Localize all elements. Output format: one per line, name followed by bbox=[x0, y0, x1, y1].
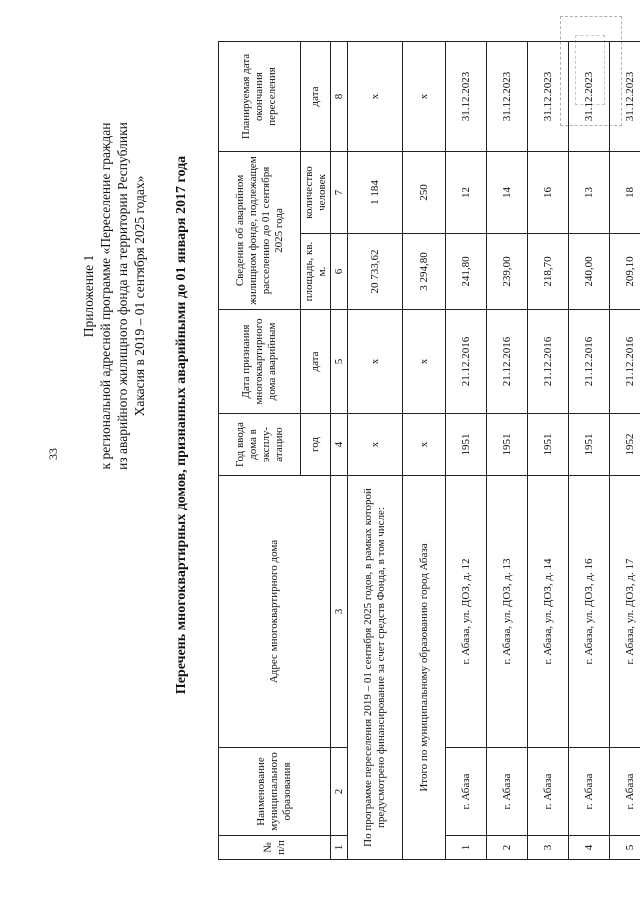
subtotal-date: х bbox=[403, 310, 446, 414]
row-year: 1951 bbox=[569, 414, 610, 476]
page-number: 33 bbox=[46, 448, 60, 460]
row-area: 218,70 bbox=[528, 234, 569, 310]
row-date: 21.12.2016 bbox=[446, 310, 487, 414]
appendix-line-4: Хакасия в 2019 – 01 сентября 2025 годах» bbox=[132, 175, 147, 417]
table-row bbox=[528, 41, 569, 859]
row-municipality: г. Абаза bbox=[528, 748, 569, 836]
row-people: 14 bbox=[487, 151, 528, 233]
row-end-date: 31.12.2023 bbox=[569, 41, 610, 151]
program-total-date: х bbox=[348, 310, 403, 414]
row-number: 2 bbox=[487, 836, 528, 860]
row-area: 241,80 bbox=[446, 234, 487, 310]
row-people: 13 bbox=[569, 151, 610, 233]
column-number: 6 bbox=[331, 234, 348, 310]
row-people: 16 bbox=[528, 151, 569, 233]
row-end-date: 31.12.2023 bbox=[610, 41, 640, 151]
header-row bbox=[219, 41, 301, 859]
subheader-date: дата bbox=[301, 310, 331, 414]
rotated-landscape-sheet bbox=[20, 20, 636, 880]
row-date: 21.12.2016 bbox=[528, 310, 569, 414]
program-total-year: х bbox=[348, 414, 403, 476]
subtotal-people: 250 bbox=[403, 151, 446, 233]
row-area: 240,00 bbox=[569, 234, 610, 310]
row-municipality: г. Абаза bbox=[610, 748, 640, 836]
table-row bbox=[569, 41, 610, 859]
column-number: 8 bbox=[331, 41, 348, 151]
header-municipality: Наименование муниципального образования bbox=[219, 748, 331, 836]
program-total-people: 1 184 bbox=[348, 151, 403, 233]
header-address: Адрес многоквартирного дома bbox=[219, 476, 331, 748]
column-number: 5 bbox=[331, 310, 348, 414]
table-row bbox=[610, 41, 640, 859]
row-year: 1952 bbox=[610, 414, 640, 476]
header-recognition-group: Дата признания многоквартирного дома аварийным bbox=[219, 310, 301, 414]
row-year: 1951 bbox=[528, 414, 569, 476]
row-end-date: 31.12.2023 bbox=[528, 41, 569, 151]
header-num: № п/п bbox=[219, 836, 331, 860]
program-total-label: По программе переселения 2019 – 01 сентября 2025 годов, в рамках которой предусмотрено финансирование за счет средств Фонда, в том числе: bbox=[348, 476, 403, 860]
column-number-row bbox=[331, 41, 348, 859]
row-end-date: 31.12.2023 bbox=[446, 41, 487, 151]
row-end-date: 31.12.2023 bbox=[487, 41, 528, 151]
subtotal-year: х bbox=[403, 414, 446, 476]
row-people: 18 bbox=[610, 151, 640, 233]
municipality-subtotal-row bbox=[403, 41, 446, 859]
appendix-line-3: из аварийного жилищного фонда на территории Республики bbox=[115, 122, 130, 470]
row-address: г. Абаза, ул. ДОЗ, д. 14 bbox=[528, 476, 569, 748]
appendix-line-1: Приложение 1 bbox=[81, 254, 96, 338]
row-address: г. Абаза, ул. ДОЗ, д. 13 bbox=[487, 476, 528, 748]
row-number: 5 bbox=[610, 836, 640, 860]
table-row bbox=[446, 41, 487, 859]
row-address: г. Абаза, ул. ДОЗ, д. 16 bbox=[569, 476, 610, 748]
subtotal-area: 3 294,80 bbox=[403, 234, 446, 310]
column-number: 4 bbox=[331, 414, 348, 476]
header-fund-group: Сведения об аварийном жилищном фонде, подлежащем расселению до 01 сентября 2025 года bbox=[219, 151, 301, 309]
program-total-end: х bbox=[348, 41, 403, 151]
header-year-group: Год ввода дома в эксплу-атацию bbox=[219, 414, 301, 476]
row-date: 21.12.2016 bbox=[610, 310, 640, 414]
program-total-row bbox=[348, 41, 403, 859]
row-year: 1951 bbox=[487, 414, 528, 476]
row-number: 4 bbox=[569, 836, 610, 860]
row-number: 1 bbox=[446, 836, 487, 860]
subheader-area: площадь, кв. м. bbox=[301, 234, 331, 310]
column-number: 2 bbox=[331, 748, 348, 836]
subheader-end: дата bbox=[301, 41, 331, 151]
row-date: 21.12.2016 bbox=[487, 310, 528, 414]
subheader-people: количество человек bbox=[301, 151, 331, 233]
row-address: г. Абаза, ул. ДОЗ, д. 17 bbox=[610, 476, 640, 748]
column-number: 1 bbox=[331, 836, 348, 860]
row-year: 1951 bbox=[446, 414, 487, 476]
table-row bbox=[487, 41, 528, 859]
row-area: 209,10 bbox=[610, 234, 640, 310]
subtotal-end: х bbox=[403, 41, 446, 151]
document-title: Перечень многоквартирных домов, признанных аварийными до 01 января 2017 года bbox=[174, 155, 189, 695]
row-people: 12 bbox=[446, 151, 487, 233]
subtotal-label: Итого по муниципальному образованию город Абаза bbox=[403, 476, 446, 860]
appendix-heading bbox=[80, 76, 148, 516]
program-total-area: 20 733,62 bbox=[348, 234, 403, 310]
header-planned-group: Планируемая дата окончания переселения bbox=[219, 41, 301, 151]
row-municipality: г. Абаза bbox=[446, 748, 487, 836]
row-area: 239,00 bbox=[487, 234, 528, 310]
row-number: 3 bbox=[528, 836, 569, 860]
subheader-year: год bbox=[301, 414, 331, 476]
column-number: 7 bbox=[331, 151, 348, 233]
column-number: 3 bbox=[331, 476, 348, 748]
row-municipality: г. Абаза bbox=[487, 748, 528, 836]
appendix-line-2: к региональной адресной программе «Переселение граждан bbox=[98, 122, 113, 470]
housing-registry-table bbox=[218, 41, 640, 860]
row-address: г. Абаза, ул. ДОЗ, д. 12 bbox=[446, 476, 487, 748]
row-municipality: г. Абаза bbox=[569, 748, 610, 836]
row-date: 21.12.2016 bbox=[569, 310, 610, 414]
